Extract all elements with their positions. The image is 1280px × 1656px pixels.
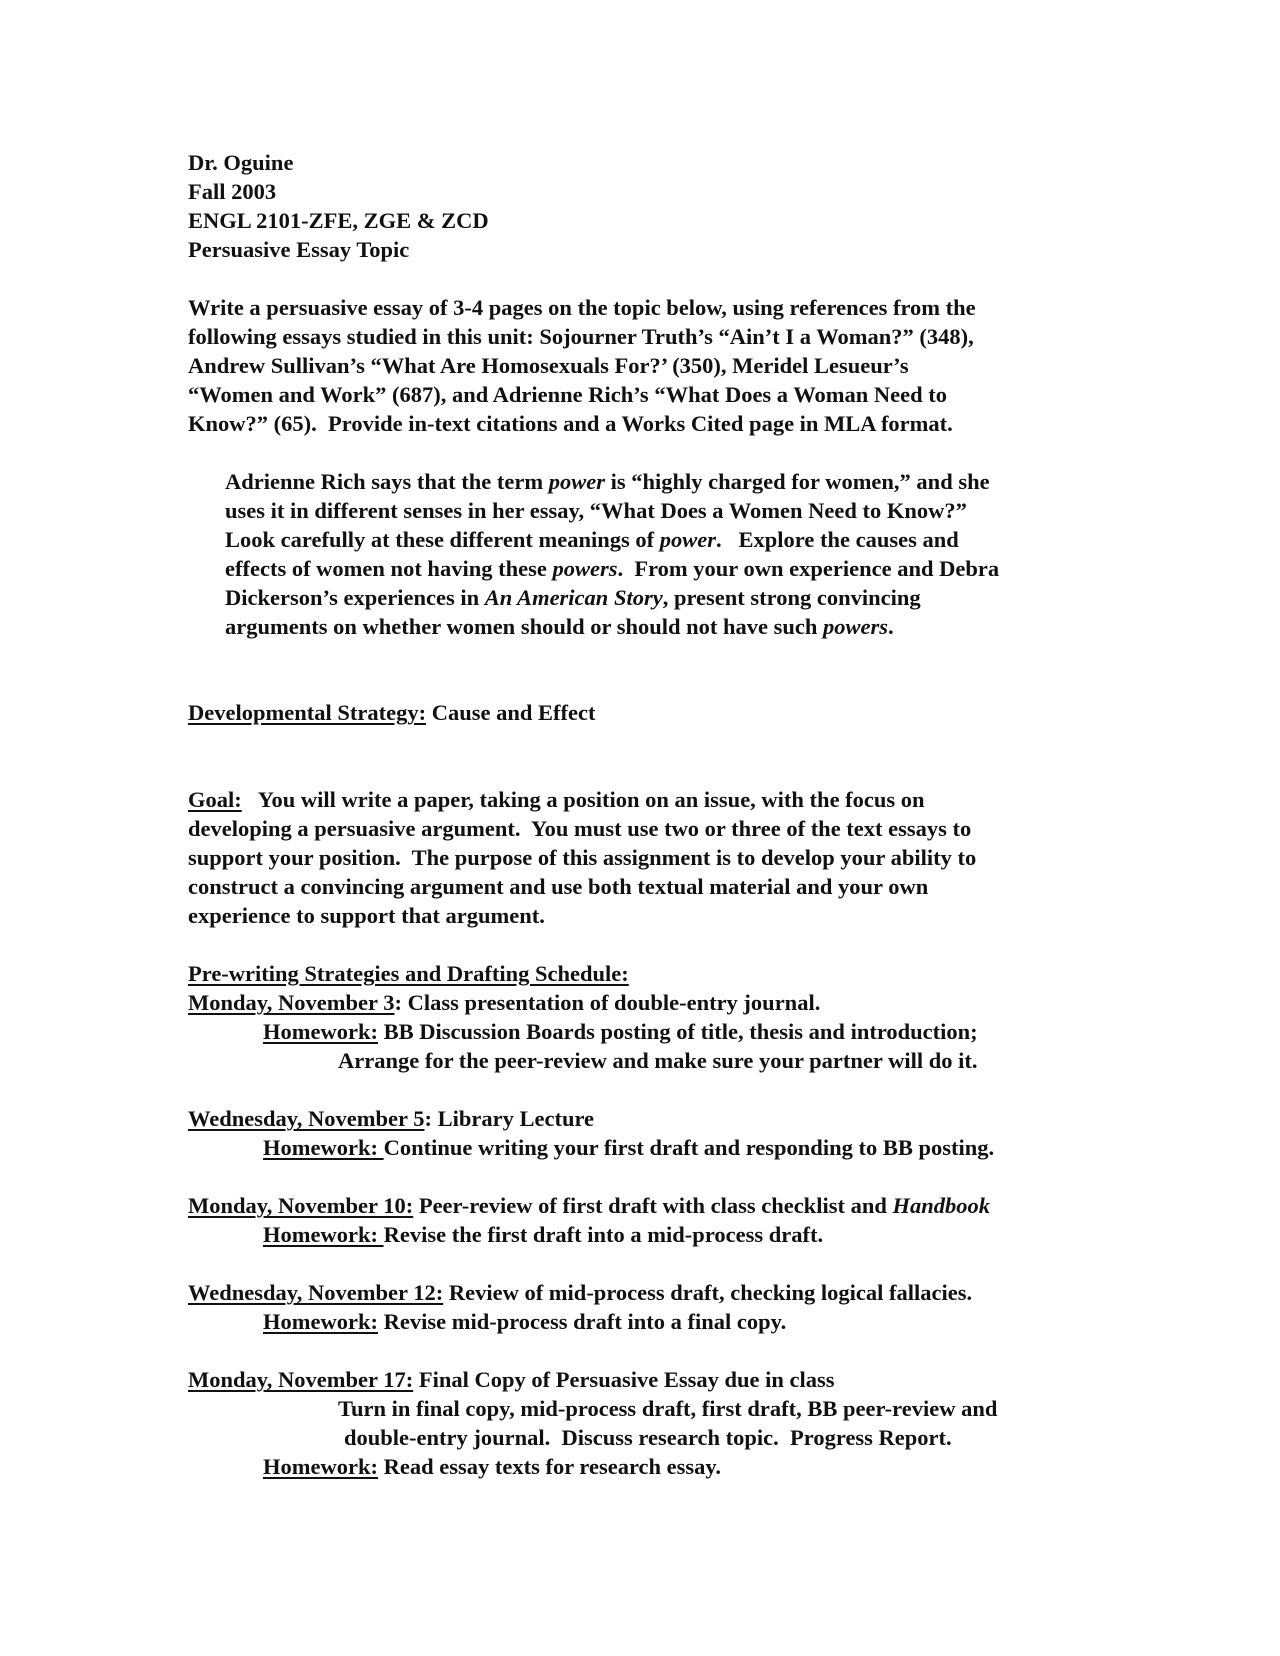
homework-line: Homework: Revise the first draft into a mid-process draft.: [263, 1222, 824, 1247]
intro-line: following essays studied in this unit: Sojourner Truth’s “Ain’t I a Woman?” (348),: [188, 324, 974, 349]
homework-label: Homework:: [263, 1309, 378, 1334]
schedule-note-line: Turn in final copy, mid-process draft, first draft, BB peer-review and: [338, 1396, 998, 1421]
topic-line: arguments on whether women should or should not have such powers.: [225, 614, 894, 639]
homework-line: Homework: Continue writing your first draft and responding to BB posting.: [263, 1135, 995, 1160]
schedule-entry-date-line: Wednesday, November 12: Review of mid-process draft, checking logical fallacies.: [188, 1280, 973, 1305]
intro-line: “Women and Work” (687), and Adrienne Rich’s “What Does a Woman Need to: [188, 382, 948, 407]
intro-line: Know?” (65). Provide in-text citations and a Works Cited page in MLA format.: [188, 411, 953, 436]
topic-line: Dickerson’s experiences in An American Story, present strong convincing: [225, 585, 921, 610]
schedule-entry-date-line: Wednesday, November 5: Library Lecture: [188, 1106, 595, 1131]
goal-line: construct a convincing argument and use both textual material and your own: [188, 874, 929, 899]
developmental-strategy: [188, 698, 595, 727]
intro-line: Write a persuasive essay of 3-4 pages on the topic below, using references from the: [188, 295, 976, 320]
schedule-note-line: double-entry journal. Discuss research topic. Progress Report.: [344, 1425, 952, 1450]
strategy-label: Developmental Strategy:: [188, 700, 427, 725]
topic-line: effects of women not having these powers. From your own experience and Debra: [225, 556, 1000, 581]
homework-label: Homework:: [263, 1019, 378, 1044]
schedule-entry-date-line: Monday, November 10: Peer-review of first draft with class checklist and Handbook: [188, 1193, 990, 1218]
schedule-date: Monday, November 3: [188, 990, 395, 1015]
goal-line: support your position. The purpose of this assignment is to develop your ability to: [188, 845, 977, 870]
topic-line: Adrienne Rich says that the term power is “highly charged for women,” and she: [225, 469, 990, 494]
homework-label: Homework:: [263, 1454, 378, 1479]
goal-label: Goal:: [188, 787, 242, 812]
homework-label: Homework:: [263, 1135, 378, 1160]
homework-label: Homework:: [263, 1222, 378, 1247]
goal-line: experience to support that argument.: [188, 903, 545, 928]
course-code: ENGL 2101-ZFE, ZGE & ZCD: [188, 208, 489, 233]
schedule-date: Monday, November 10:: [188, 1193, 414, 1218]
topic-line: Look carefully at these different meanings of power. Explore the causes and: [225, 527, 959, 552]
homework-line: Homework: Read essay texts for research essay.: [263, 1454, 722, 1479]
schedule-heading: Pre-writing Strategies and Drafting Schedule:: [188, 961, 629, 986]
schedule-date: Wednesday, November 5: [188, 1106, 425, 1131]
document-title: Persuasive Essay Topic: [188, 237, 410, 262]
instructor-name: Dr. Oguine: [188, 150, 294, 175]
schedule-entry-date-line: Monday, November 17: Final Copy of Persuasive Essay due in class: [188, 1367, 835, 1392]
homework-line: Homework: Revise mid-process draft into a final copy.: [263, 1309, 787, 1334]
schedule-date: Wednesday, November 12:: [188, 1280, 444, 1305]
schedule-date: Monday, November 17:: [188, 1367, 414, 1392]
term: Fall 2003: [188, 179, 277, 204]
schedule-entry-date-line: Monday, November 3: Class presentation of double-entry journal.: [188, 990, 821, 1015]
topic-line: uses it in different senses in her essay, “What Does a Women Need to Know?”: [225, 498, 967, 523]
goal-line: developing a persuasive argument. You must use two or three of the text essays to: [188, 816, 972, 841]
homework-line: Homework: BB Discussion Boards posting of title, thesis and introduction;: [263, 1019, 978, 1044]
strategy-value: Cause and Effect: [426, 700, 596, 725]
goal-line: Goal: You will write a paper, taking a position on an issue, with the focus on: [188, 787, 925, 812]
intro-line: Andrew Sullivan’s “What Are Homosexuals For?’ (350), Meridel Lesueur’s: [188, 353, 909, 378]
homework-line: Arrange for the peer-review and make sure your partner will do it.: [338, 1048, 978, 1073]
